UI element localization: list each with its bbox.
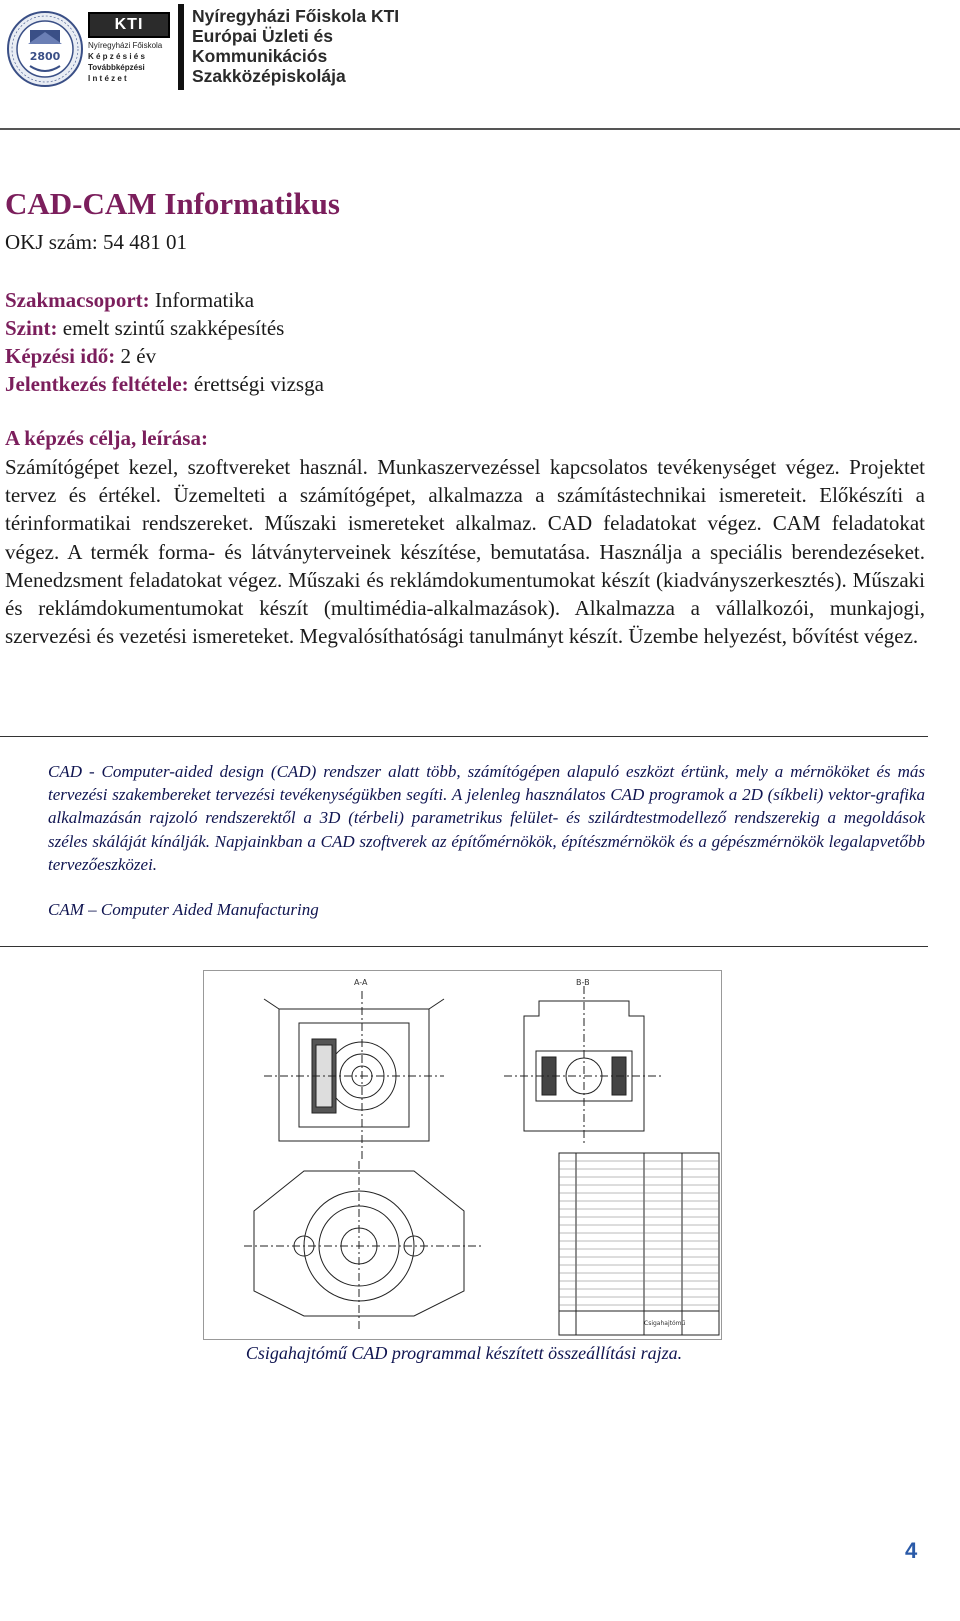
college-seal-logo xyxy=(6,10,84,88)
drawing-caption: Csigahajtómű CAD programmal készített összeállítási rajza. xyxy=(245,1343,683,1363)
school-name-line: Szakközépiskolája xyxy=(192,66,346,86)
goal-heading: A képzés célja, leírása: xyxy=(5,426,208,450)
kti-line: Továbbképzési xyxy=(88,63,145,72)
meta-label: Jelentkezés feltétele: xyxy=(5,372,189,396)
meta-value: emelt szintű szakképesítés xyxy=(57,316,285,340)
meta-row-group xyxy=(5,286,324,314)
meta-row-requirement xyxy=(5,370,324,398)
school-name-line: Európai Üzleti és xyxy=(192,26,334,46)
meta-label: Képzési idő: xyxy=(5,344,116,368)
page-number: 4 xyxy=(905,1538,918,1563)
kti-badge: KTI xyxy=(88,12,170,38)
course-description: Számítógépet kezel, szoftvereket használ. Munkaszervezéssel kapcsolatos tevékenységet végez. Projektet tervez és értékel. Üzemelteti a számítógépet, alkalmazza a számítástechnikai ismereteit. Előkészíti a térinformatikai rendszereket. Műszaki ismereteket alkalmaz. CAD feladatokat végez. CAM feladatokat végez. A termék forma- és látványterveinek készítése, bemutatása. Használja a speciális berendezéseket. Menedzsment feladatokat végez. Műszaki és reklámdokumentumokat készít (kiadványszerkesztés). Műszaki és reklámdokumentumokat készít (multimédia-alkalmazások). Alkalmazza a vállalkozói, munkajogi, szervezési és vezetési ismereteket. Megvalósíthatósági tanulmányt készít. Üzembe helyezést, bővítést végez. xyxy=(5,455,925,649)
kti-line: I n t é z e t xyxy=(88,74,127,83)
kti-logo xyxy=(88,12,174,90)
page-title: CAD-CAM Informatikus xyxy=(5,186,340,221)
title-block-text: Csigahajtómű xyxy=(644,1320,686,1327)
cam-definition: CAM – Computer Aided Manufacturing xyxy=(48,900,319,919)
page-header xyxy=(0,0,960,130)
school-name xyxy=(192,6,399,86)
school-name-line: Nyíregyházi Főiskola KTI xyxy=(192,6,400,26)
kti-line: K é p z é s i é s xyxy=(88,52,145,61)
school-name-line: Kommunikációs xyxy=(192,46,328,66)
cad-definition: CAD - Computer-aided design (CAD) rendszer alatt több, számítógépen alapuló eszközt értünk, mely a mérnököket és más tervezési szakembereket tervezési tevékenységükben segíti. A jelenleg használatos CAD programok a 2D (síkbeli) vektor-grafika alkalmazásán rajzoló rendszerektől a 3D (térbeli) parametrikus felület- és szilárdtestmodellező rendszerekig a megoldások széles skáláját kínálják. Napjainkban a CAD szoftverek az építőmérnökök, építészmérnökök és a gépészmérnökök legalapvetőbb tervezőeszközei. xyxy=(48,762,925,874)
divider xyxy=(0,946,928,947)
meta-value: 2 év xyxy=(115,344,157,368)
worm-gearbox-drawing xyxy=(203,970,722,1340)
divider xyxy=(0,736,928,737)
kti-line: Nyíregyházi Főiskola xyxy=(88,41,163,50)
meta-value: érettségi vizsga xyxy=(188,372,324,396)
meta-label: Szakmacsoport: xyxy=(5,288,150,312)
header-divider-bar xyxy=(178,4,184,90)
section-label-bb: B-B xyxy=(576,978,590,987)
meta-label: Szint: xyxy=(5,316,58,340)
course-meta xyxy=(5,286,324,398)
meta-row-duration xyxy=(5,342,324,370)
section-label-aa: A-A xyxy=(354,978,368,987)
svg-text:2800: 2800 xyxy=(29,50,61,63)
okj-number: OKJ szám: 54 481 01 xyxy=(5,230,187,254)
meta-row-level xyxy=(5,314,324,342)
meta-value: Informatika xyxy=(149,288,255,312)
